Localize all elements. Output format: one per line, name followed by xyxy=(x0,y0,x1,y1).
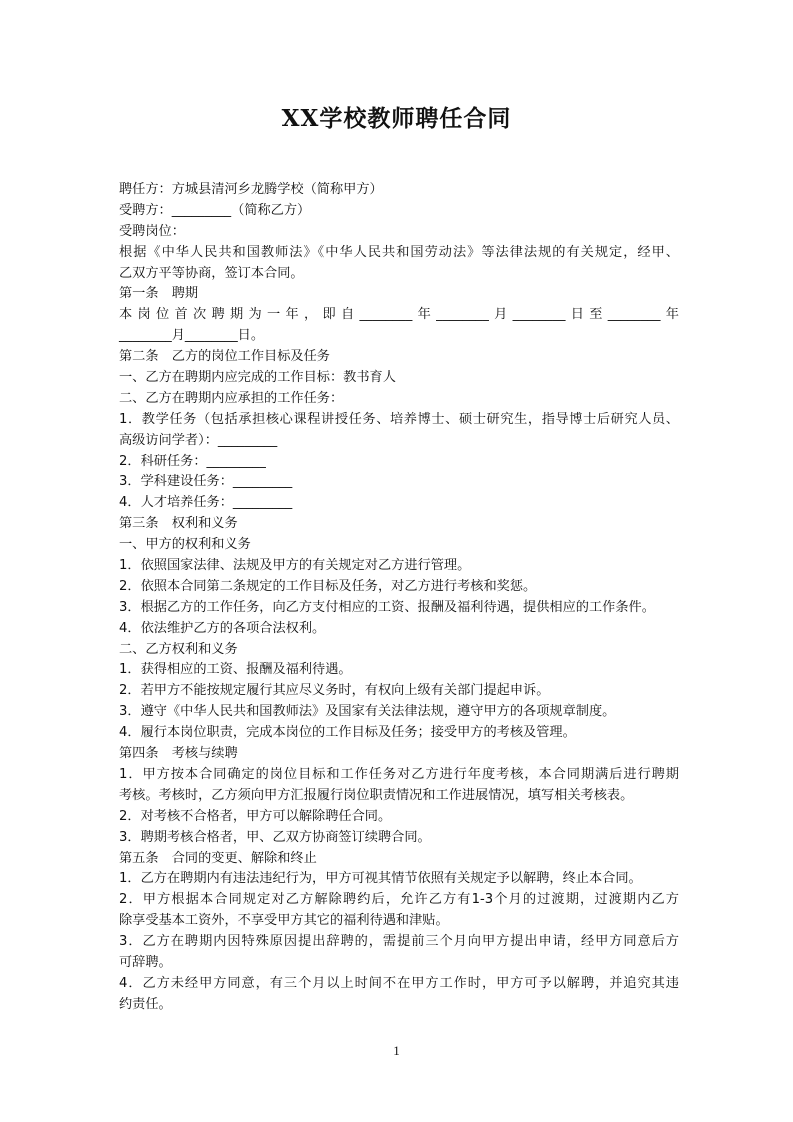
text-line: 1．教学任务（包括承担核心课程讲授任务、培养博士、硕士研究生，指导博士后研究人员、 xyxy=(119,411,679,427)
text-line: 2．若甲方不能按规定履行其应尽义务时，有权向上级有关部门提起申诉。 xyxy=(119,683,550,699)
text-line: 受聘岗位： xyxy=(119,223,185,239)
text-line: 3．学科建设任务：_________ xyxy=(119,474,293,490)
text-line: 可辞聘。 xyxy=(119,954,172,970)
text-line: 二、乙方在聘期内应承担的工作任务： xyxy=(119,390,344,406)
text-line: 除享受基本工资外，不享受甲方其它的福利待遇和津贴。 xyxy=(119,913,449,929)
text-line: ________月________日。 xyxy=(119,328,265,344)
section-heading: 第四条 考核与续聘 xyxy=(119,746,238,762)
text-line: 一、乙方在聘期内应完成的工作目标：教书育人 xyxy=(119,370,396,386)
text-line: 3．聘期考核合格者，甲、乙双方协商签订续聘合同。 xyxy=(119,829,431,845)
document-title: XX学校教师聘任合同 xyxy=(281,105,512,132)
text-line: 乙双方平等协商，签订本合同。 xyxy=(119,265,304,281)
text-line: 聘任方：方城县清河乡龙腾学校（简称甲方） xyxy=(119,182,383,197)
section-heading: 第二条 乙方的岗位工作目标及任务 xyxy=(119,349,330,365)
page-number: 1 xyxy=(393,1043,400,1058)
text-line: 4．履行本岗位职责，完成本岗位的工作目标及任务；接受甲方的考核及管理。 xyxy=(119,725,576,741)
text-line: 高级访问学者）：_________ xyxy=(119,432,278,448)
text-line: 2．对考核不合格者，甲方可以解除聘任合同。 xyxy=(119,808,392,824)
text-line: 2．依照本合同第二条规定的工作目标及任务，对乙方进行考核和奖惩。 xyxy=(119,578,537,594)
text-line: 一、甲方的权利和义务 xyxy=(119,537,251,553)
text-line: 4．乙方未经甲方同意，有三个月以上时间不在甲方工作时，甲方可予以解聘，并追究其违 xyxy=(119,975,679,991)
text-line: 3．根据乙方的工作任务，向乙方支付相应的工资、报酬及福利待遇，提供相应的工作条件。 xyxy=(119,599,655,615)
text-line: 约责任。 xyxy=(119,996,172,1012)
text-line: 1．依照国家法律、法规及甲方的有关规定对乙方进行管理。 xyxy=(119,558,471,574)
text-line: 3．乙方在聘期内因特殊原因提出辞聘的，需提前三个月向甲方提出申请，经甲方同意后方 xyxy=(119,934,679,950)
contract-body xyxy=(119,180,679,1016)
text-line: 1．乙方在聘期内有违法违纪行为，甲方可视其情节依照有关规定予以解聘，终止本合同。 xyxy=(119,871,642,887)
text-line: 2．甲方根据本合同规定对乙方解除聘约后，允许乙方有1-3个月的过渡期，过渡期内乙方 xyxy=(119,892,679,908)
text-line: 二、乙方权利和义务 xyxy=(119,641,238,657)
text-line: 2．科研任务：_________ xyxy=(119,453,266,469)
text-line: 考核。考核时，乙方须向甲方汇报履行岗位职责情况和工作进展情况，填写相关考核表。 xyxy=(119,787,634,803)
text-line: 受聘方：_________（简称乙方） xyxy=(119,202,311,218)
section-heading: 第一条 聘期 xyxy=(119,286,199,302)
text-line: 4．人才培养任务：_________ xyxy=(119,495,293,511)
text-line: 根据《中华人民共和国教师法》《中华人民共和国劳动法》等法律法规的有关规定，经甲、 xyxy=(119,244,679,260)
text-line: 4．依法维护乙方的各项合法权利。 xyxy=(119,620,326,636)
section-heading: 第五条 合同的变更、解除和终止 xyxy=(119,850,317,866)
section-heading: 第三条 权利和义务 xyxy=(119,516,238,532)
text-line: 本岗位首次聘期为一年，即自________年________月________日至________年 xyxy=(119,307,679,323)
text-line: 1．甲方按本合同确定的岗位目标和工作任务对乙方进行年度考核，本合同期满后进行聘期 xyxy=(119,766,679,782)
text-line: 3．遵守《中华人民共和国教师法》及国家有关法律法规，遵守甲方的各项规章制度。 xyxy=(119,704,616,720)
text-line: 1．获得相应的工资、报酬及福利待遇。 xyxy=(119,662,352,678)
